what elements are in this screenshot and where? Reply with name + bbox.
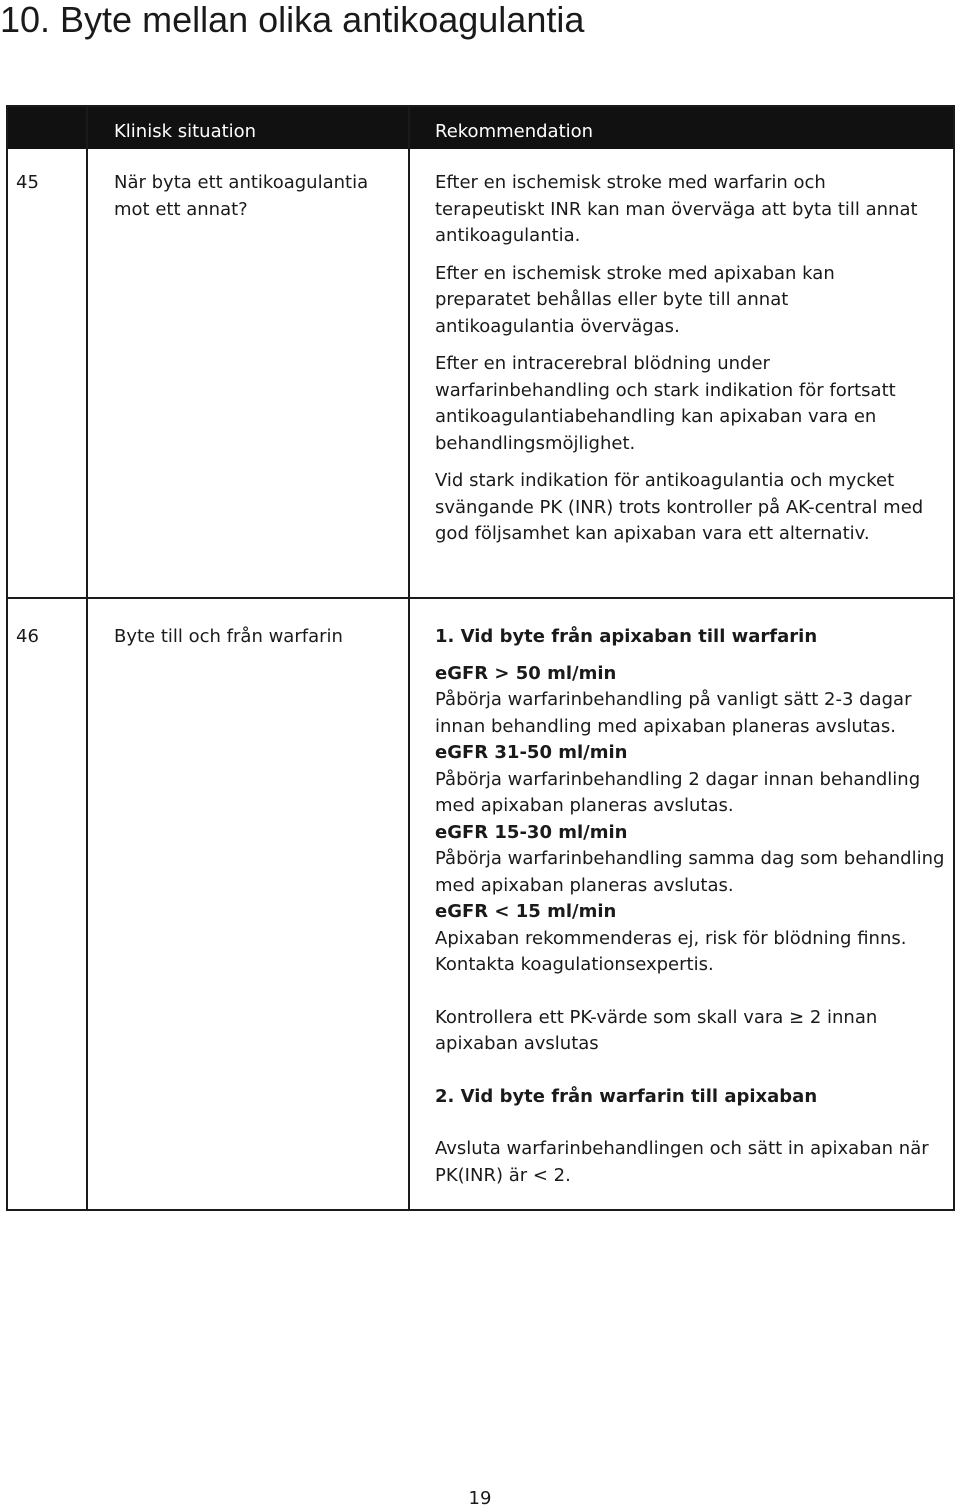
egfr-label: eGFR 15-30 ml/min (435, 821, 628, 843)
recommendation-paragraph: Efter en ischemisk stroke med warfarin och terapeutiskt INR kan man överväga att byta till annat antikoagulantia. (435, 172, 918, 246)
recommendation-paragraph: Efter en intracerebral blödning under warfarinbehandling och stark indikation för fortsatt antikoagulantiabehandling kan apixaban vara en behandlingsmöjlighet. (435, 353, 896, 454)
control-note: Kontrollera ett PK-värde som skall vara ≥ 2 innan apixaban avslutas (435, 1006, 878, 1054)
section2-title: 2. Vid byte från warfarin till apixaban (435, 1085, 818, 1107)
row45-number: 45 (16, 172, 39, 193)
section2-text: Avsluta warfarinbehandlingen och sätt in apixaban när PK(INR) är < 2. (435, 1138, 929, 1186)
row46-number: 46 (16, 626, 39, 647)
row-divider (8, 597, 953, 599)
recommendation-table (6, 105, 955, 1211)
header-recommendation: Rekommendation (435, 121, 594, 142)
recommendation-paragraph: Efter en ischemisk stroke med apixaban kan preparatet behållas eller byte till annat antikoagulantia övervägas. (435, 262, 835, 337)
row45-situation-line: mot ett annat? (114, 198, 248, 220)
row46-recommendation (435, 624, 953, 1189)
column-divider-2 (408, 107, 410, 1209)
egfr-label: eGFR > 50 ml/min (435, 662, 617, 684)
row45-situation-line: När byta ett antikoagulantia (114, 172, 369, 193)
table-header (8, 107, 953, 149)
egfr-guidance (435, 661, 953, 979)
egfr-text: Påbörja warfarinbehandling 2 dagar innan behandling med apixaban planeras avslutas. (435, 768, 921, 816)
row45-situation (114, 170, 368, 223)
recommendation-paragraph: Vid stark indikation för antikoagulantia och mycket svängande PK (INR) trots kontroller på AK-central med god följsamhet kan apixaban vara ett alternativ. (435, 470, 924, 544)
header-situation: Klinisk situation (114, 121, 257, 142)
page-number: 19 (468, 1488, 492, 1509)
row46-situation: Byte till och från warfarin (114, 626, 343, 647)
egfr-text: Apixaban rekommenderas ej, risk för blödning finns. Kontakta koagulationsexpertis. (435, 927, 907, 975)
egfr-label: eGFR 31-50 ml/min (435, 742, 628, 763)
column-divider-1 (86, 107, 88, 1209)
page-title: 10. Byte mellan olika antikoagulantia (0, 0, 585, 40)
section1-title: 1. Vid byte från apixaban till warfarin (435, 626, 818, 647)
row45-recommendation (435, 170, 950, 548)
egfr-label: eGFR < 15 ml/min (435, 901, 617, 922)
egfr-text: Påbörja warfarinbehandling samma dag som behandling med apixaban planeras avslutas. (435, 848, 945, 896)
egfr-text: Påbörja warfarinbehandling på vanligt sätt 2-3 dagar innan behandling med apixaban planeras avslutas. (435, 689, 912, 737)
